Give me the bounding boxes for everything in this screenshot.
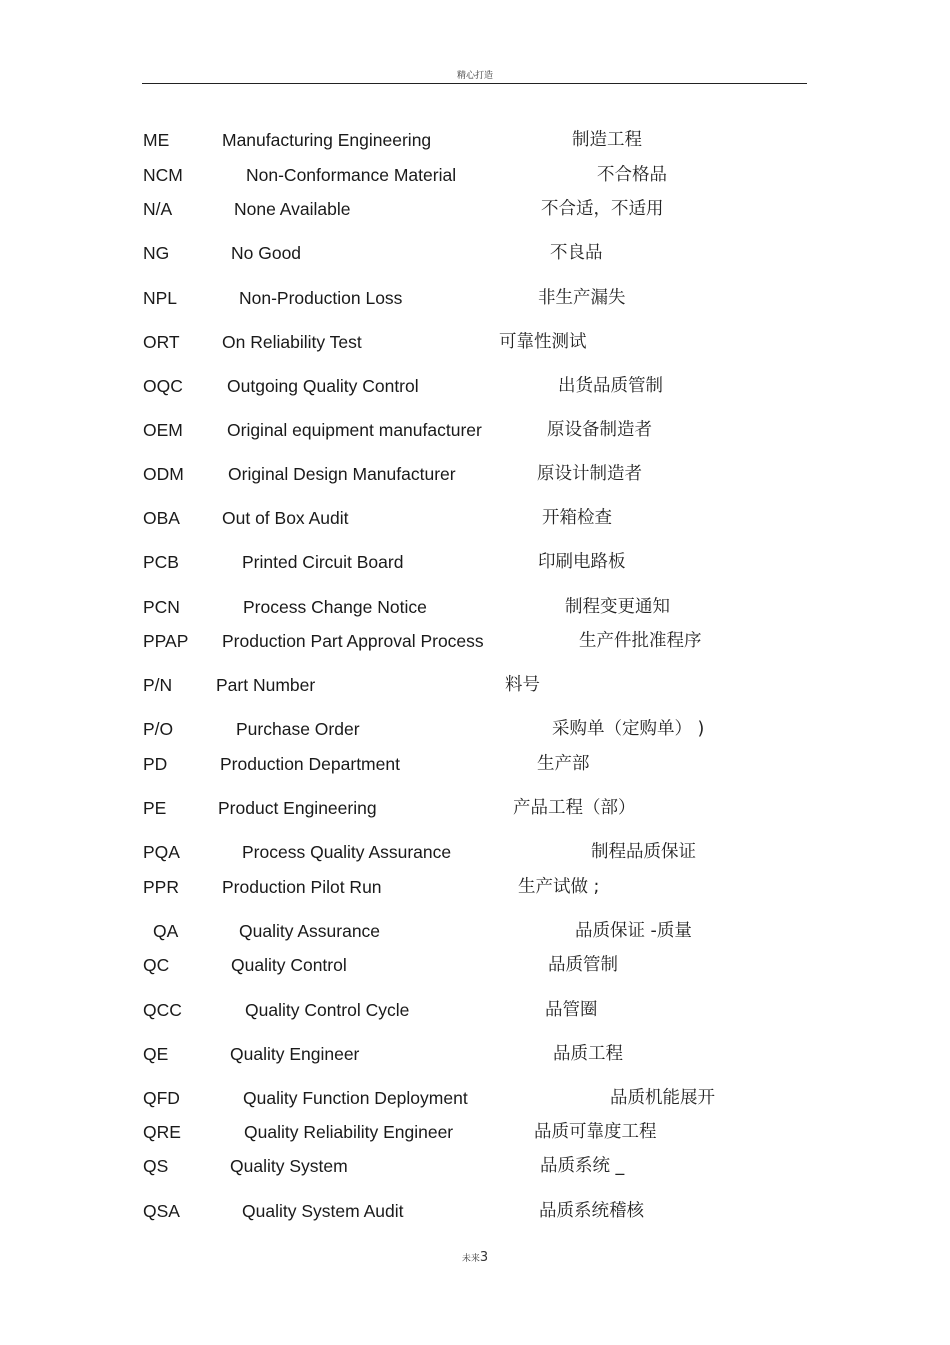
glossary-row [0,752,950,776]
glossary-row [0,418,950,442]
abbreviation: ORT [143,332,180,352]
glossary-row [0,506,950,530]
glossary-row [0,374,950,398]
abbreviation: PPAP [143,631,189,651]
glossary-row [0,1199,950,1223]
chinese-term: 产品工程（部） [513,798,636,818]
chinese-term: 不合适，不适用 [541,199,664,219]
page-header: 精心打造 [456,71,493,81]
chinese-term: 可靠性测试 [499,332,587,352]
glossary-row [0,717,950,741]
glossary-row [0,241,950,265]
abbreviation: QSA [143,1201,180,1221]
glossary-row [0,919,950,943]
english-term: Process Quality Assurance [242,842,452,862]
english-term: Production Pilot Run [222,877,382,897]
chinese-term: 制造工程 [572,130,642,150]
abbreviation: P/O [143,719,174,739]
glossary-row [0,1120,950,1144]
english-term: Production Department [220,754,400,774]
glossary-row [0,1042,950,1066]
abbreviation: ODM [143,464,184,484]
english-term: Out of Box Audit [222,508,349,528]
glossary-row [0,595,950,619]
abbreviation: QFD [143,1088,180,1108]
abbreviation: QA [153,921,179,941]
chinese-term: 出货品质管制 [558,376,663,396]
abbreviation: NG [143,243,170,263]
chinese-term: 品质系统 _ [540,1156,625,1176]
chinese-term: 原设备制造者 [547,420,652,440]
english-term: Production Part Approval Process [222,631,484,651]
glossary-row [0,163,950,187]
chinese-term: 开箱检查 [542,508,612,528]
abbreviation: QC [143,955,170,975]
english-term: Quality Reliability Engineer [244,1122,454,1142]
english-term: Quality Function Deployment [243,1088,468,1108]
chinese-term: 采购单（定购单） ) [552,719,705,739]
chinese-term: 生产件批准程序 [579,631,702,651]
abbreviation: PPR [143,877,179,897]
chinese-term: 制程变更通知 [565,597,670,617]
english-term: Quality Assurance [239,921,381,941]
abbreviation: NCM [143,165,183,185]
english-term: Purchase Order [236,719,360,739]
english-term: Quality Engineer [230,1044,360,1064]
chinese-term: 原设计制造者 [537,464,642,484]
chinese-term: 品质管制 [548,955,618,975]
english-term: Non-Production Loss [239,288,403,308]
chinese-term: 生产部 [537,754,590,774]
glossary-row [0,462,950,486]
abbreviation: PCB [143,552,179,572]
glossary-row [0,286,950,310]
abbreviation: PD [143,754,168,774]
page-number: 3 [479,1250,489,1265]
glossary-row [0,197,950,221]
abbreviation: ME [143,130,170,150]
chinese-term: 不良品 [550,243,603,263]
english-term: Quality Control Cycle [245,1000,410,1020]
chinese-term: 不合格品 [597,165,667,185]
chinese-term: 品管圈 [545,1000,598,1020]
abbreviation: PE [143,798,167,818]
abbreviation: OBA [143,508,180,528]
english-term: Quality Control [231,955,347,975]
english-term: Part Number [216,675,316,695]
abbreviation: QRE [143,1122,181,1142]
english-term: None Available [234,199,351,219]
english-term: No Good [231,243,302,263]
chinese-term: 品质机能展开 [610,1088,715,1108]
header-divider [142,83,807,84]
glossary-row [0,673,950,697]
chinese-term: 品质保证 -质量 [575,921,692,941]
english-term: Non-Conformance Material [246,165,457,185]
abbreviation: OQC [143,376,183,396]
abbreviation: QCC [143,1000,182,1020]
english-term: On Reliability Test [222,332,362,352]
glossary-row [0,330,950,354]
chinese-term: 品质系统稽核 [539,1201,644,1221]
chinese-term: 品质可靠度工程 [534,1122,657,1142]
english-term: Original Design Manufacturer [228,464,456,484]
abbreviation: OEM [143,420,183,440]
chinese-term: 非生产漏失 [538,288,626,308]
abbreviation: PQA [143,842,180,862]
chinese-term: 品质工程 [553,1044,623,1064]
chinese-term: 印刷电路板 [538,552,626,572]
glossary-row [0,875,950,899]
english-term: Product Engineering [218,798,377,818]
glossary-row [0,796,950,820]
abbreviation: NPL [143,288,178,308]
abbreviation: N/A [143,199,173,219]
page-footer [0,1250,950,1265]
glossary-row [0,629,950,653]
glossary-row [0,840,950,864]
chinese-term: 生产试做 ; [518,877,600,897]
glossary-row [0,550,950,574]
abbreviation: P/N [143,675,173,695]
english-term: Original equipment manufacturer [227,420,482,440]
glossary-row [0,953,950,977]
glossary-row [0,998,950,1022]
abbreviation: PCN [143,597,180,617]
english-term: Process Change Notice [243,597,427,617]
footer-mark: 未来 [461,1254,480,1264]
english-term: Quality System [230,1156,348,1176]
english-term: Outgoing Quality Control [227,376,419,396]
english-term: Quality System Audit [242,1201,404,1221]
chinese-term: 制程品质保证 [591,842,696,862]
english-term: Printed Circuit Board [242,552,404,572]
glossary-row [0,1154,950,1178]
glossary-row [0,128,950,152]
chinese-term: 料号 [505,675,540,695]
abbreviation: QS [143,1156,169,1176]
abbreviation: QE [143,1044,169,1064]
glossary-row [0,1086,950,1110]
english-term: Manufacturing Engineering [222,130,432,150]
